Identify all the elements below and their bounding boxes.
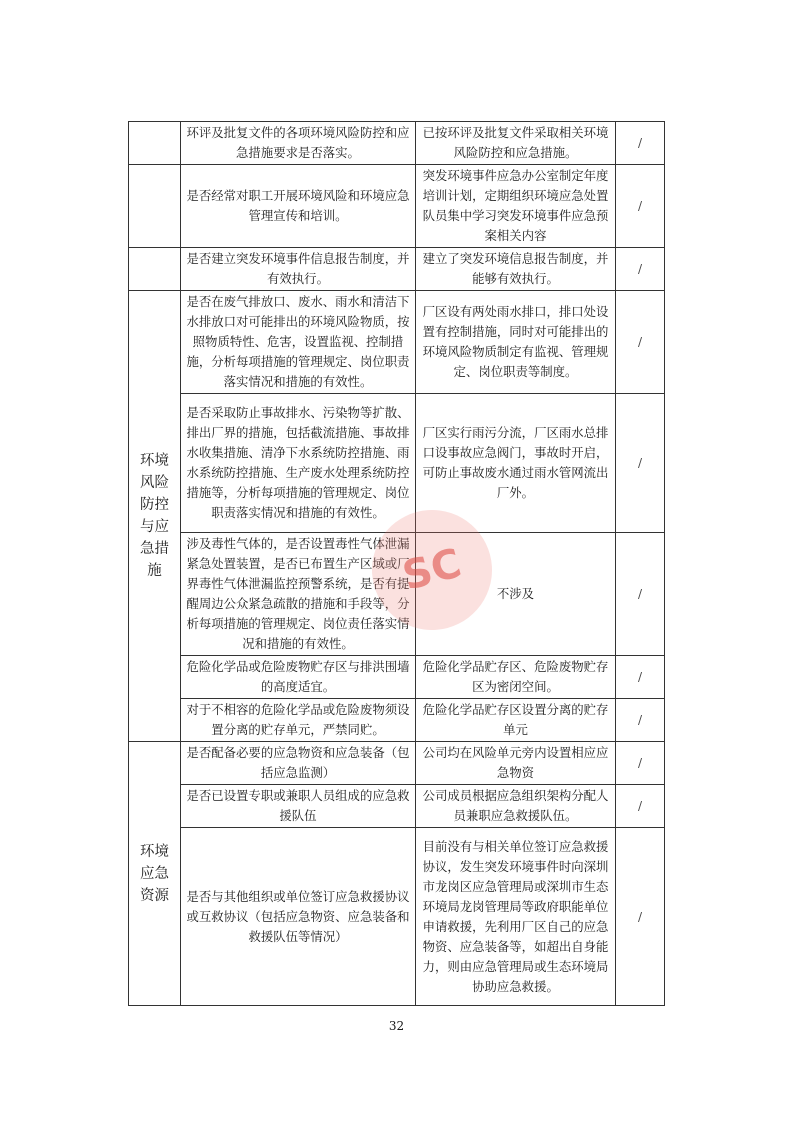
- check-finding: 已按环评及批复文件采取相关环境风险防控和应急措施。: [416, 122, 616, 165]
- check-result: /: [616, 533, 665, 656]
- page-number: 32: [388, 1019, 405, 1033]
- check-item: 是否已设置专职或兼职人员组成的应急救援队伍: [181, 785, 416, 828]
- category-cell-empty: [129, 248, 181, 291]
- table-row: [129, 394, 665, 533]
- check-finding: 危险化学品贮存区、危险废物贮存区为密闭空间。: [416, 656, 616, 699]
- table-row: [129, 122, 665, 165]
- stamp-text: SC: [397, 540, 467, 600]
- table-row: [129, 533, 665, 656]
- check-finding: 厂区实行雨污分流，厂区雨水总排口设事故应急阀门，事故时开启，可防止事故废水通过雨水管网流出厂外。: [416, 394, 616, 533]
- check-finding: 建立了突发环境信息报告制度，并能够有效执行。: [416, 248, 616, 291]
- check-finding: 目前没有与相关单位签订应急救援协议，发生突发环境事件时向深圳市龙岗区应急管理局或深圳市生态环境局龙岗管理局等政府职能单位申请救援，先利用厂区自己的应急物资、应急装备等，如超出自身能力，则由应急管理局或生态环境局协助应急救援。: [416, 828, 616, 1006]
- check-result: /: [616, 394, 665, 533]
- check-finding: 公司成员根据应急组织架构分配人员兼职应急救援队伍。: [416, 785, 616, 828]
- table-row: [129, 165, 665, 248]
- check-item: 涉及毒性气体的，是否设置毒性气体泄漏紧急处置装置，是否已布置生产区域或厂界毒性气体泄漏监控预警系统，是否有提醒周边公众紧急疏散的措施和手段等，分析每项措施的管理规定、岗位责任落实情况和措施的有效性。: [181, 533, 416, 656]
- check-item: 危险化学品或危险废物贮存区与排洪围墙的高度适宜。: [181, 656, 416, 699]
- check-item: 是否配备必要的应急物资和应急装备（包括应急监测）: [181, 742, 416, 785]
- check-item: 是否采取防止事故排水、污染物等扩散、排出厂界的措施，包括截流措施、事故排水收集措施、清净下水系统防控措施、雨水系统防控措施、生产废水处理系统防控措施等，分析每项措施的管理规定、岗位职责落实情况和措施的有效性。: [181, 394, 416, 533]
- table-row: [129, 248, 665, 291]
- check-result: /: [616, 785, 665, 828]
- table-row: [129, 742, 665, 785]
- check-item: 是否与其他组织或单位签订应急救援协议或互救协议（包括应急物资、应急装备和救援队伍等情况）: [181, 828, 416, 1006]
- check-result: /: [616, 122, 665, 165]
- check-item: 是否建立突发环境事件信息报告制度，并有效执行。: [181, 248, 416, 291]
- table-row: [129, 656, 665, 699]
- check-item: 是否在废气排放口、废水、雨水和清洁下水排放口对可能排出的环境风险物质，按照物质特性、危害，设置监视、控制措施，分析每项措施的管理规定、岗位职责落实情况和措施的有效性。: [181, 291, 416, 394]
- check-result: /: [616, 291, 665, 394]
- check-result: /: [616, 248, 665, 291]
- check-finding: 厂区设有两处雨水排口，排口处设置有控制措施，同时对可能排出的环境风险物质制定有监视、管理规定、岗位职责等制度。: [416, 291, 616, 394]
- check-result: /: [616, 699, 665, 742]
- check-item: 是否经常对职工开展环境风险和环境应急管理宣传和培训。: [181, 165, 416, 248]
- check-finding: 公司均在风险单元旁内设置相应应急物资: [416, 742, 616, 785]
- category-cell-empty: [129, 122, 181, 165]
- check-item: 环评及批复文件的各项环境风险防控和应急措施要求是否落实。: [181, 122, 416, 165]
- table-row: [129, 828, 665, 1006]
- check-finding: 危险化学品贮存区设置分离的贮存单元: [416, 699, 616, 742]
- risk-checklist-table: [128, 121, 665, 1006]
- category-cell-empty: [129, 165, 181, 248]
- check-result: /: [616, 828, 665, 1006]
- category-cell: 环境风险防控与应急措施: [129, 291, 181, 742]
- check-item: 对于不相容的危险化学品或危险废物须设置分离的贮存单元，严禁同贮。: [181, 699, 416, 742]
- table-row: [129, 699, 665, 742]
- check-result: /: [616, 165, 665, 248]
- check-result: /: [616, 742, 665, 785]
- check-finding: 不涉及: [416, 533, 616, 656]
- category-cell: 环境应急资源: [129, 742, 181, 1006]
- check-result: /: [616, 656, 665, 699]
- table-row: [129, 785, 665, 828]
- check-finding: 突发环境事件应急办公室制定年度培训计划，定期组织环境应急处置队员集中学习突发环境事件应急预案相关内容: [416, 165, 616, 248]
- table-row: [129, 291, 665, 394]
